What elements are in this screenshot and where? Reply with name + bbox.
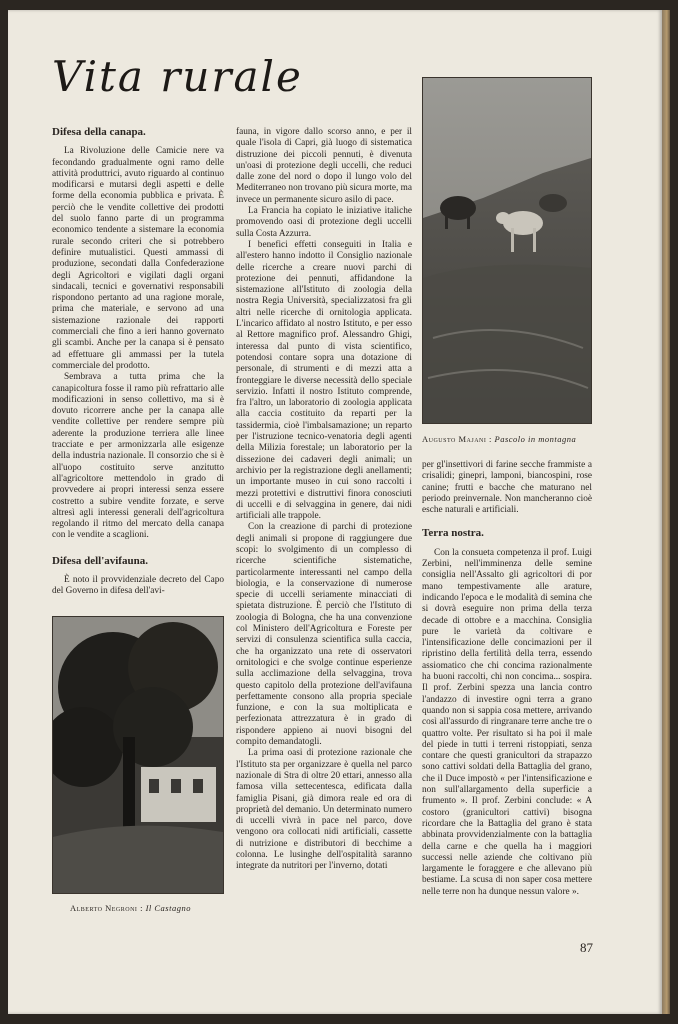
paragraph: fauna, in vigore dallo scorso anno, e per il quale l'isola di Capri, già luogo di sistematica distruzione dei piccoli pennuti, è divenuta un'oasi di protezione degli uccelli, che reduci dalle zone del nord o dopo il lungo volo del Mediterraneo non trovano più sicura morte, ma invece un permanente sicuro asilo di pace.	[236, 127, 412, 205]
paragraph: Con la consueta competenza il prof. Luigi Zerbini, nell'imminenza delle semine consiglia nell'Assalto gli agricoltori di por mano tempestivamente alle arature, indicando l'epoca e le modalità di semina che si dovrà eseguire non prima della terza decade di ottobre e a macchina. Consiglia pure le varietà da coltivare e l'intensificazione delle concimazioni per il ripristino della fertilità della terra, essendo assiomatico che chi concima razionalmente ha buoni raccolti, chi non concima... sospira. Il prof. Zerbini spezza una lancia contro l'andazzo di investire ogni terra a grano quando non si sappia cosa mettere, arrivando così all'assurdo di ringranare terre anche tre o quattro volte. Per risultato si ha poi il male del piede in tutti i terreni ristoppiati, senza contare che questi granicultori da strapazzo sono cattivi soldati della Battaglia del grano, che il Duce impostò « per l'intensificazione e non sull'allargamento della superficie a frumento ». Il prof. Zerbini conclude: « A costoro (granicultori cattivi) bisogna ricordare che la Battaglia del grano è stata abbinata provvidenzialmente con la battaglia della carne e che quella ha i maggiori successi nelle aziende che coltivano più largamente le foraggere e che allevano più bestiame. La scusa di non saper cosa mettere nelle terre non ha dunque nessun valore ».	[422, 547, 592, 897]
column-3	[422, 460, 592, 930]
heading-difesa-canapa: Difesa della canapa.	[52, 127, 146, 138]
caption-separator: :	[486, 434, 495, 444]
caption-work-title: Il Castagno	[145, 903, 191, 913]
pasture-illustration-icon	[423, 78, 591, 423]
paragraph: La Rivoluzione delle Camicie nere va fecondando gradualmente ogni ramo delle attività produttrici, avuto riguardo al continuo modificarsi e mutarsi degli aspetti e delle forme della economia pubblica e privata. È perciò che le vendite collettive dei prodotti del suolo fanno parte di un programma economico tendente a sistemare la economia rurale secondo criteri che si potrebbero definire mutualistici. Questi ammassi di produzione, secondati dalla Confederazione degli Agricoltori e vigilati dagli organi sindacali, tecnici e governativi responsabili rispondono pertanto ad una ragione morale, prima che materiale, e servono ad una sistemazione razionale dei rapporti commerciali che fino a ieri hanno governato gli scambi. Anche per la canapa si è pensato ad effettuare gli ammassi per la tutela commerciale del prodotto.	[52, 146, 224, 371]
caption-bottom-painting	[70, 903, 230, 913]
paragraph: Sembrava a tutta prima che la canapicoltura fosse il ramo più refrattario alle modificazioni in senso collettivo, ma si è dovuto ricorrere anche per la canapa alle vendite collettive per rendere sempre più aderente la produzione terriera alle linee tracciate e per armonizzarla alle esigenze della industria nazionale. Il consorzio che si è all'uopo costituito serve anzitutto all'agricoltore mettendolo in grado di provvedere ai propri interessi senza essere costretto a subire vendite forzate, e serve altresì agli interessi generali dell'agricoltura regolando il ritmo del mercato della canapa con le vendite a scaglioni.	[52, 372, 224, 541]
paragraph: per gl'insettivori di farine secche frammiste a crisalidi; ginepri, lamponi, biancospini, rose canine; frutti e bacche che maturano nel periodo preinvernale. Non mancheranno cioè esche naturali e artificiali.	[422, 460, 592, 516]
paragraph: È noto il provvidenziale decreto del Capo del Governo in difesa dell'avi-	[52, 574, 224, 597]
painting-il-castagno	[52, 616, 224, 894]
column-1	[52, 127, 224, 612]
heading-difesa-avifauna: Difesa dell'avifauna.	[52, 554, 148, 567]
paragraph: Con la creazione di parchi di protezione degli animali si propone di raggiungere due scopi: lo svolgimento di un complesso di ricerche scientifiche sistematiche, particolarmente interessanti nel campo della biologia, e la conservazione di numerose specie di uccelli seriamente minacciati di spietata distruzione. È perciò che l'Istituto di zoologia di Bologna, che ha una convenzione col Ministero dell'Agricoltura e Foreste per servizi di consulenza scientifica sulla caccia, che ha organizzato una rete di osservatori ornitologici e che svolge continue esperienze sulla acclimazione della selvaggina, trova questo capitolo della protezione dell'avifauna perfettamente consono alla propria speciale funzione, e con la sua moltiplicata e perfezionata attrezzatura è in grado di rispondere appieno ai nuovi bisogni del compito demandatogli.	[236, 522, 412, 748]
caption-separator: :	[137, 903, 146, 913]
chestnut-tree-illustration-icon	[53, 617, 223, 893]
caption-work-title: Pascolo in montagna	[494, 434, 577, 444]
book-spine	[662, 10, 670, 1014]
column-2	[236, 127, 412, 917]
paragraph: La Francia ha copiato le iniziative italiche promovendo oasi di protezione degli uccelli sulla Costa Azzurra.	[236, 206, 412, 239]
heading-terra-nostra: Terra nostra.	[422, 527, 484, 540]
paragraph: I benefici effetti conseguiti in Italia e all'estero hanno indotto il Consiglio nazionale delle ricerche a creare nuovi parchi di protezione dei pennuti, affidandone la sistemazione all'Istituto di zoologia della nostra Regia Università, specializzatosi fra gli altri nelle ricerche di ornitologia applicata. L'incarico affidato al nostro Istituto, e per esso al Rettore magnifico prof. Alessandro Ghigi, interessa dal punto di vista scientifico, potendosi contare sopra una dotazione di personale, di strumenti e di mezzi atta a fronteggiare le diverse necessità dello speciale servizio. Infatti il nostro Istituto comprende, fra l'altro, un laboratorio di zoologia applicata alla caccia costituito da reparti per la tassidermia, cioè l'imbalsamazione; un reparto per l'istruzione tecnico-venatoria degli agenti della Milizia forestale; un laboratorio per la dissezione dei cadaveri degli animali; un archivio per la registrazione degli anellamenti; un importante museo in cui sono raccolti i mezzi protettivi e distruttivi finora conosciuti di uccelli e di selvaggina in genere, dai nidi artificiali alle trappole.	[236, 239, 412, 522]
paragraph: La prima oasi di protezione razionale che l'Istituto sta per organizzare è quella nel parco nazionale di Stra di oltre 20 ettari, annesso alla famosa villa settecentesca, edificata dalla famiglia Pisani, già dimora reale ed ora di proprietà del demanio. Un determinato numero di uccelli vivrà in pace nel parco, dove vengono ora collocati nidi artificiali, cassette di nutrizione e distributori di becchime a colonna. Le lusinghe dell'ospitalità saranno integrate da nutritori per l'inverno, dotati	[236, 748, 412, 872]
caption-artist: Augusto Majani	[422, 434, 487, 444]
caption-top-painting	[422, 434, 592, 444]
caption-artist: Alberto Negroni	[70, 903, 138, 913]
painting-pascolo-in-montagna	[422, 77, 592, 424]
page-number: 87	[580, 940, 593, 955]
page-title: Vita rurale	[52, 52, 303, 101]
